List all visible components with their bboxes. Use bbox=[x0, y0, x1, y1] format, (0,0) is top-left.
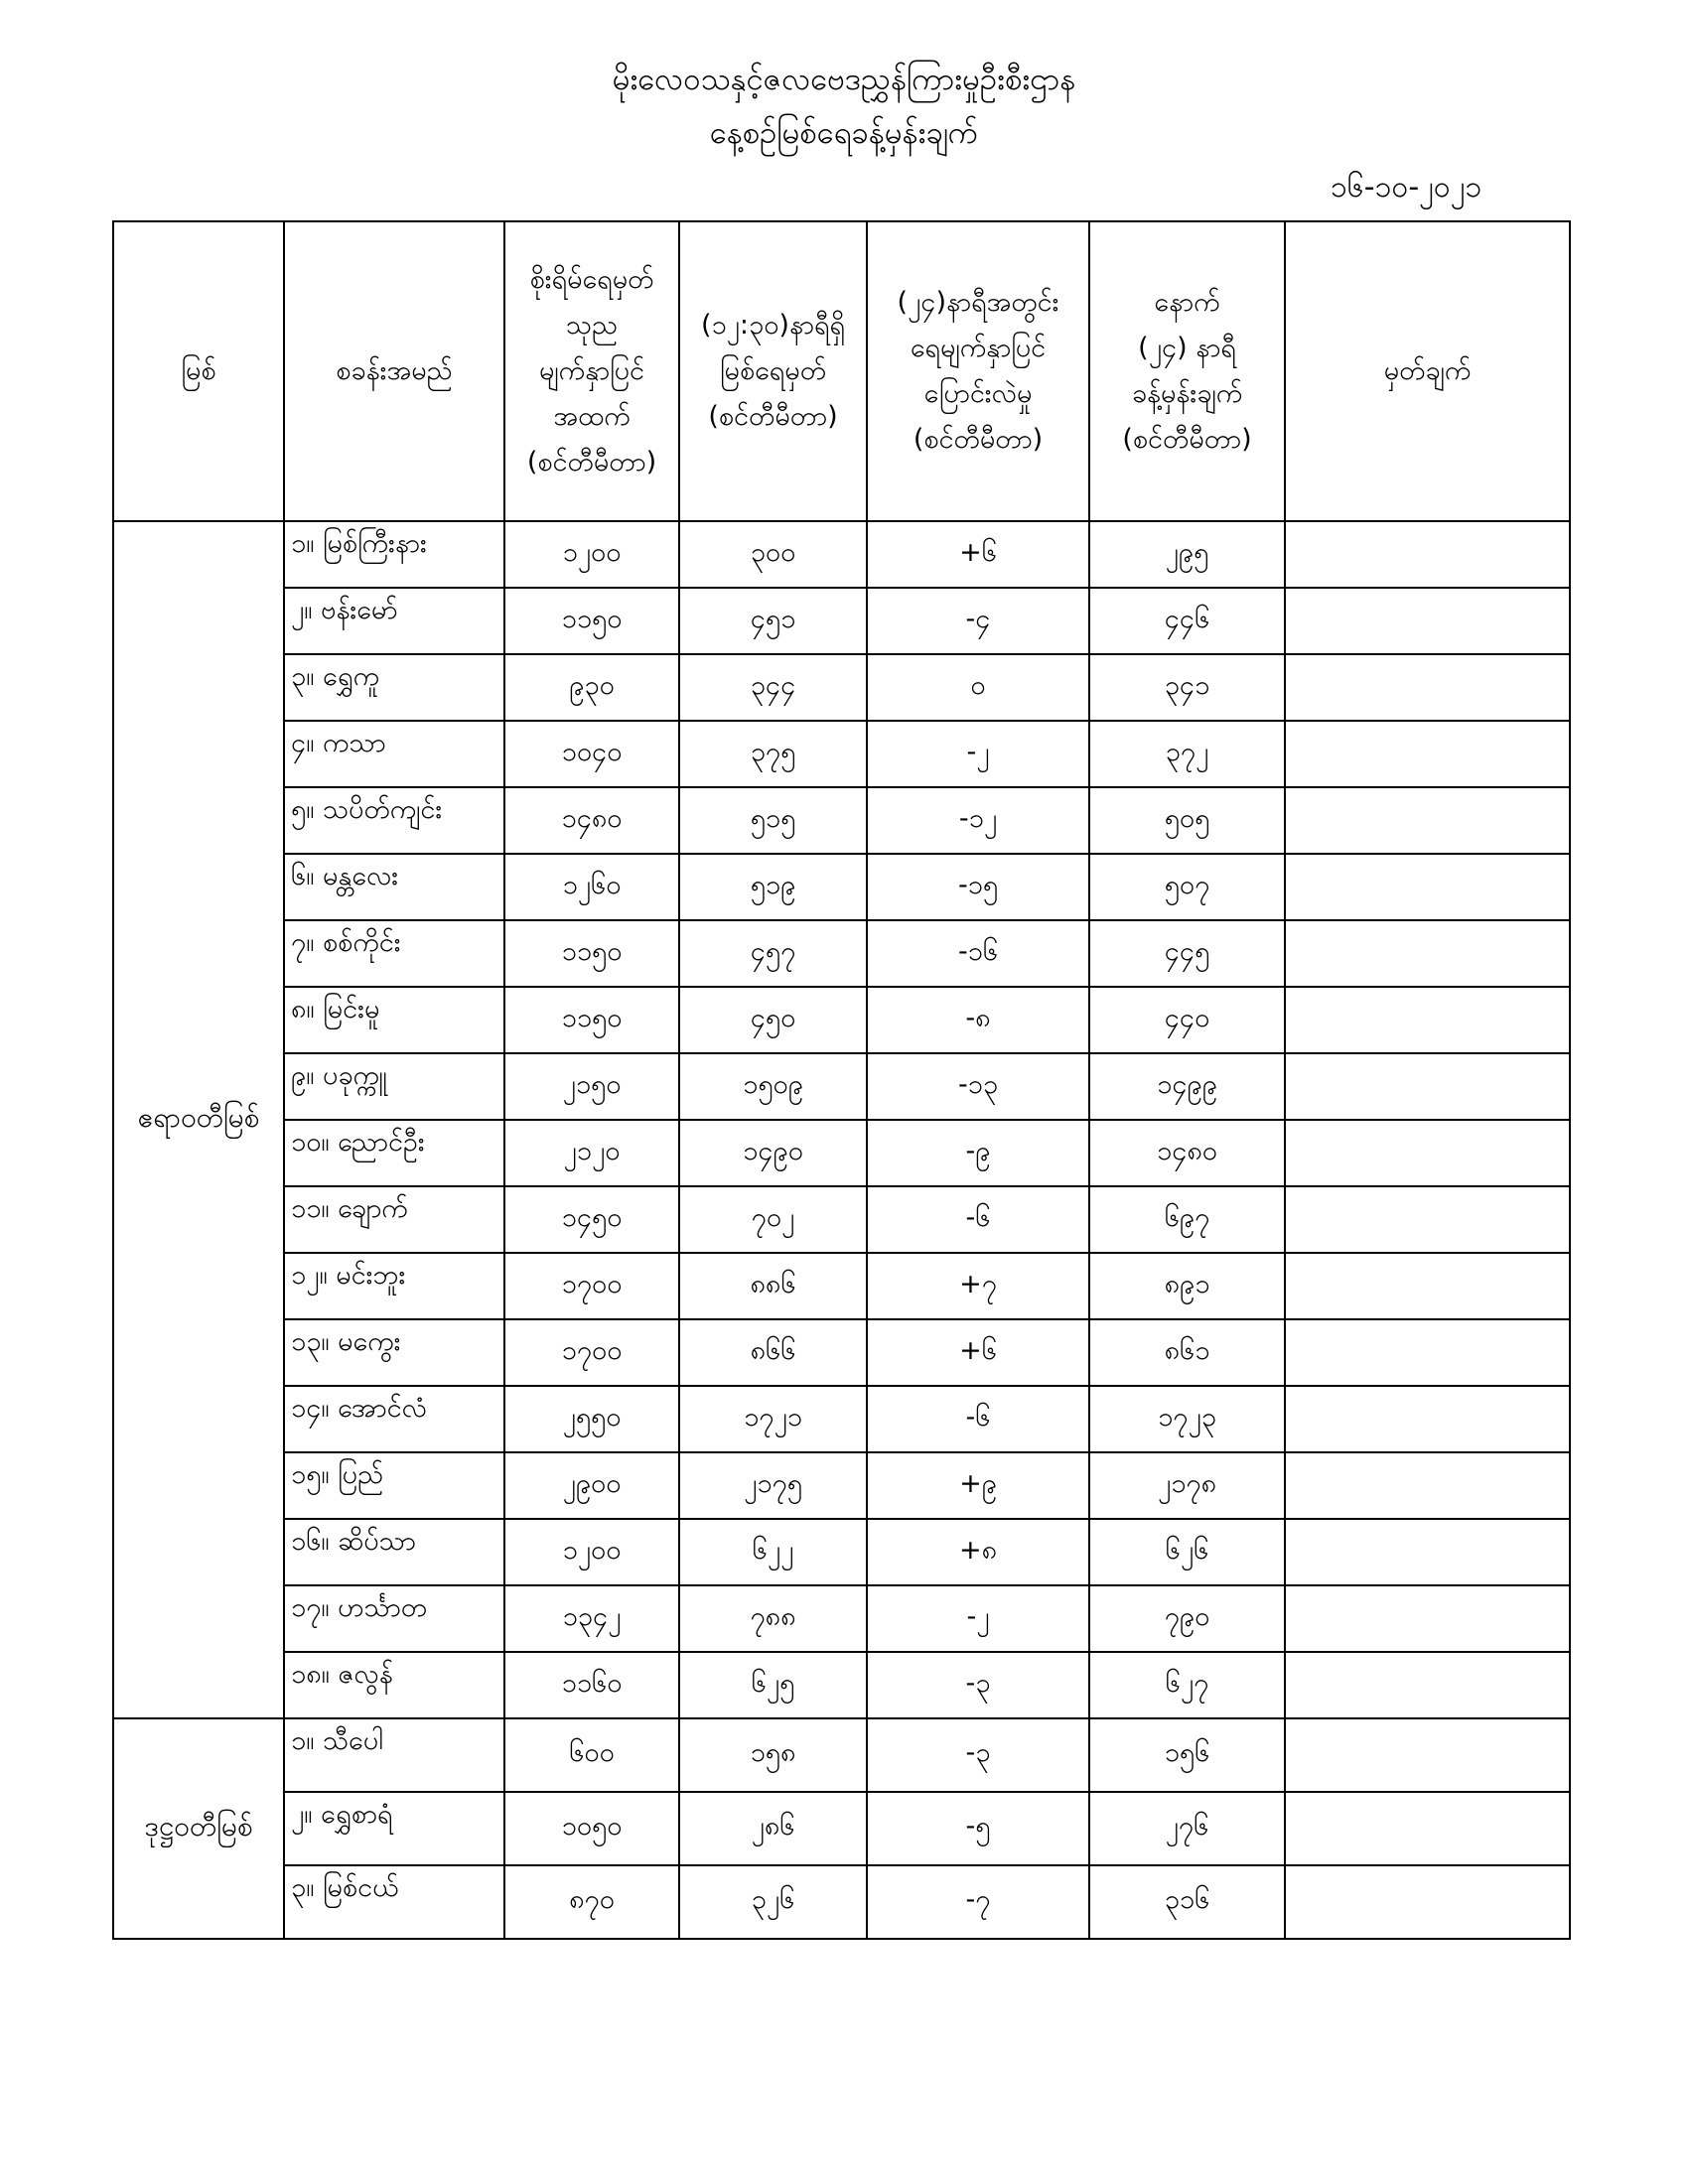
danger-level-cell: ၁၁၅၀ bbox=[504, 987, 679, 1053]
station-name-cell: ၁၅။ ပြည် bbox=[284, 1452, 504, 1519]
danger-level-cell: ၁၀၄၀ bbox=[504, 721, 679, 787]
danger-level-cell: ၁၇၀၀ bbox=[504, 1253, 679, 1319]
forecast-level-cell: ၁၇၂၃ bbox=[1089, 1386, 1285, 1452]
station-name-cell: ၉။ ပခုက္ကူ bbox=[284, 1053, 504, 1120]
remark-cell bbox=[1285, 588, 1570, 654]
remark-cell bbox=[1285, 1452, 1570, 1519]
column-header-remarks: မှတ်ချက် bbox=[1285, 221, 1570, 521]
station-name-cell: ၃။ ရွှေကူ bbox=[284, 654, 504, 721]
current-level-cell: ၅၁၅ bbox=[679, 787, 867, 854]
forecast-level-cell: ၃၁၆ bbox=[1089, 1865, 1285, 1939]
forecast-level-cell: ၁၄၈၀ bbox=[1089, 1120, 1285, 1186]
station-name-cell: ၁၂။ မင်းဘူး bbox=[284, 1253, 504, 1319]
forecast-level-cell: ၁၄၉၉ bbox=[1089, 1053, 1285, 1120]
station-name-cell: ၁၇။ ဟင်္သာတ bbox=[284, 1585, 504, 1652]
remark-cell bbox=[1285, 1652, 1570, 1718]
column-header-river: မြစ် bbox=[113, 221, 284, 521]
danger-level-cell: ၁၁၅၀ bbox=[504, 588, 679, 654]
current-level-cell: ၃၇၅ bbox=[679, 721, 867, 787]
station-name-cell: ၁၁။ ချောက် bbox=[284, 1186, 504, 1253]
level-change-cell: +၆ bbox=[867, 521, 1089, 588]
level-change-cell: -၂ bbox=[867, 1585, 1089, 1652]
station-name-cell: ၁၈။ ဇလွန် bbox=[284, 1652, 504, 1718]
table-row bbox=[113, 588, 1570, 654]
level-change-cell: ၀ bbox=[867, 654, 1089, 721]
current-level-cell: ၆၂၂ bbox=[679, 1519, 867, 1585]
danger-level-cell: ၆၀၀ bbox=[504, 1718, 679, 1792]
page-title: မိုးလေဝသနှင့်ဇလဗေဒညွှန်ကြားမှုဦးစီးဌာန bbox=[612, 62, 1076, 97]
forecast-level-cell: ၆၉၇ bbox=[1089, 1186, 1285, 1253]
table-row bbox=[113, 1865, 1570, 1939]
table-body bbox=[113, 521, 1570, 1939]
danger-level-cell: ၂၉၀၀ bbox=[504, 1452, 679, 1519]
danger-level-cell: ၉၃၀ bbox=[504, 654, 679, 721]
danger-level-cell: ၁၁၆၀ bbox=[504, 1652, 679, 1718]
station-name-cell: ၆။ မန္တလေး bbox=[284, 854, 504, 920]
table-row bbox=[113, 1186, 1570, 1253]
current-level-cell: ၁၄၉၀ bbox=[679, 1120, 867, 1186]
level-change-cell: +၇ bbox=[867, 1253, 1089, 1319]
remark-cell bbox=[1285, 920, 1570, 987]
remark-cell bbox=[1285, 654, 1570, 721]
column-header-24h-change: (၂၄)နာရီအတွင်း ရေမျက်နှာပြင် ပြောင်းလဲမှု (စင်တီမီတာ) bbox=[867, 221, 1089, 521]
current-level-cell: ၅၁၉ bbox=[679, 854, 867, 920]
level-change-cell: -၁၃ bbox=[867, 1053, 1089, 1120]
station-name-cell: ၇။ စစ်ကိုင်း bbox=[284, 920, 504, 987]
remark-cell bbox=[1285, 787, 1570, 854]
danger-level-cell: ၂၅၅၀ bbox=[504, 1386, 679, 1452]
danger-level-cell: ၁၀၅၀ bbox=[504, 1792, 679, 1865]
current-level-cell: ၇၈၈ bbox=[679, 1585, 867, 1652]
remark-cell bbox=[1285, 721, 1570, 787]
table-row bbox=[113, 654, 1570, 721]
station-name-cell: ၁။ မြစ်ကြီးနား bbox=[284, 521, 504, 588]
forecast-level-cell: ၂၉၅ bbox=[1089, 521, 1285, 588]
station-name-cell: ၄။ ကသာ bbox=[284, 721, 504, 787]
table-header-row bbox=[113, 221, 1570, 521]
table-row bbox=[113, 1120, 1570, 1186]
level-change-cell: -၁၆ bbox=[867, 920, 1089, 987]
column-header-station: စခန်းအမည် bbox=[284, 221, 504, 521]
current-level-cell: ၃၄၄ bbox=[679, 654, 867, 721]
level-change-cell: +၆ bbox=[867, 1319, 1089, 1386]
remark-cell bbox=[1285, 854, 1570, 920]
forecast-level-cell: ၄၄၀ bbox=[1089, 987, 1285, 1053]
current-level-cell: ၃၀၀ bbox=[679, 521, 867, 588]
table-row bbox=[113, 920, 1570, 987]
forecast-level-cell: ၇၉၀ bbox=[1089, 1585, 1285, 1652]
river-name-cell: ဒုဋ္ဌဝတီမြစ် bbox=[113, 1718, 284, 1939]
station-name-cell: ၈။ မြင်းမူ bbox=[284, 987, 504, 1053]
remark-cell bbox=[1285, 1585, 1570, 1652]
table-row bbox=[113, 1053, 1570, 1120]
forecast-level-cell: ၃၇၂ bbox=[1089, 721, 1285, 787]
remark-cell bbox=[1285, 1519, 1570, 1585]
current-level-cell: ၁၇၂၁ bbox=[679, 1386, 867, 1452]
remark-cell bbox=[1285, 1792, 1570, 1865]
danger-level-cell: ၁၇၀၀ bbox=[504, 1319, 679, 1386]
table-row bbox=[113, 1319, 1570, 1386]
current-level-cell: ၈၆၆ bbox=[679, 1319, 867, 1386]
station-name-cell: ၂။ ဗန်းမော် bbox=[284, 588, 504, 654]
forecast-level-cell: ၈၉၁ bbox=[1089, 1253, 1285, 1319]
station-name-cell: ၃။ မြစ်ငယ် bbox=[284, 1865, 504, 1939]
danger-level-cell: ၁၄၅၀ bbox=[504, 1186, 679, 1253]
forecast-level-cell: ၆၂၇ bbox=[1089, 1652, 1285, 1718]
level-change-cell: +၈ bbox=[867, 1519, 1089, 1585]
danger-level-cell: ၁၂၆၀ bbox=[504, 854, 679, 920]
table-row bbox=[113, 1452, 1570, 1519]
current-level-cell: ၈၈၆ bbox=[679, 1253, 867, 1319]
forecast-level-cell: ၅၀၇ bbox=[1089, 854, 1285, 920]
level-change-cell: -၉ bbox=[867, 1120, 1089, 1186]
column-header-danger-level: စိုးရိမ်ရေမှတ် သုည မျက်နှာပြင် အထက် (စင်တီမီတာ) bbox=[504, 221, 679, 521]
current-level-cell: ၄၅၇ bbox=[679, 920, 867, 987]
current-level-cell: ၂၈၆ bbox=[679, 1792, 867, 1865]
danger-level-cell: ၁၁၅၀ bbox=[504, 920, 679, 987]
level-change-cell: +၉ bbox=[867, 1452, 1089, 1519]
current-level-cell: ၁၅၈ bbox=[679, 1718, 867, 1792]
forecast-level-cell: ၂၇၆ bbox=[1089, 1792, 1285, 1865]
level-change-cell: -၃ bbox=[867, 1652, 1089, 1718]
report-date: ၁၆-၁၀-၂၀၂၁ bbox=[1331, 170, 1482, 205]
table-row bbox=[113, 1585, 1570, 1652]
danger-level-cell: ၁၂၀၀ bbox=[504, 1519, 679, 1585]
forecast-level-cell: ၈၆၁ bbox=[1089, 1319, 1285, 1386]
table-row bbox=[113, 987, 1570, 1053]
station-name-cell: ၂။ ရွှေစာရံ bbox=[284, 1792, 504, 1865]
remark-cell bbox=[1285, 1120, 1570, 1186]
current-level-cell: ၄၅၁ bbox=[679, 588, 867, 654]
table-row bbox=[113, 521, 1570, 588]
level-change-cell: -၃ bbox=[867, 1718, 1089, 1792]
current-level-cell: ၂၁၇၅ bbox=[679, 1452, 867, 1519]
remark-cell bbox=[1285, 1386, 1570, 1452]
table-row bbox=[113, 721, 1570, 787]
level-change-cell: -၄ bbox=[867, 588, 1089, 654]
column-header-forecast: နောက် (၂၄) နာရီ ခန့်မှန်းချက် (စင်တီမီတာ) bbox=[1089, 221, 1285, 521]
page-subtitle: နေ့စဉ်မြစ်ရေခန့်မှန်းချက် bbox=[709, 115, 979, 151]
danger-level-cell: ၈၇၀ bbox=[504, 1865, 679, 1939]
table-row bbox=[113, 1519, 1570, 1585]
danger-level-cell: ၁၂၀၀ bbox=[504, 521, 679, 588]
level-change-cell: -၁၂ bbox=[867, 787, 1089, 854]
river-name-cell: ဧရာဝတီမြစ် bbox=[113, 521, 284, 1718]
remark-cell bbox=[1285, 987, 1570, 1053]
station-name-cell: ၁၀။ ညောင်ဦး bbox=[284, 1120, 504, 1186]
forecast-level-cell: ၆၂၆ bbox=[1089, 1519, 1285, 1585]
level-change-cell: -၆ bbox=[867, 1186, 1089, 1253]
danger-level-cell: ၂၁၂၀ bbox=[504, 1120, 679, 1186]
level-change-cell: -၂ bbox=[867, 721, 1089, 787]
current-level-cell: ၃၂၆ bbox=[679, 1865, 867, 1939]
current-level-cell: ၆၂၅ bbox=[679, 1652, 867, 1718]
station-name-cell: ၁၄။ အောင်လံ bbox=[284, 1386, 504, 1452]
station-name-cell: ၁၃။ မကွေး bbox=[284, 1319, 504, 1386]
remark-cell bbox=[1285, 1253, 1570, 1319]
level-change-cell: -၇ bbox=[867, 1865, 1089, 1939]
current-level-cell: ၁၅၀၉ bbox=[679, 1053, 867, 1120]
level-change-cell: -၈ bbox=[867, 987, 1089, 1053]
remark-cell bbox=[1285, 1319, 1570, 1386]
forecast-level-cell: ၅၀၅ bbox=[1089, 787, 1285, 854]
remark-cell bbox=[1285, 1718, 1570, 1792]
remark-cell bbox=[1285, 1186, 1570, 1253]
danger-level-cell: ၁၄၈၀ bbox=[504, 787, 679, 854]
table-row bbox=[113, 854, 1570, 920]
level-change-cell: -၆ bbox=[867, 1386, 1089, 1452]
remark-cell bbox=[1285, 1053, 1570, 1120]
level-change-cell: -၁၅ bbox=[867, 854, 1089, 920]
level-change-cell: -၅ bbox=[867, 1792, 1089, 1865]
table-row bbox=[113, 1652, 1570, 1718]
danger-level-cell: ၁၃၄၂ bbox=[504, 1585, 679, 1652]
station-name-cell: ၁။ သီပေါ bbox=[284, 1718, 504, 1792]
forecast-level-cell: ၂၁၇၈ bbox=[1089, 1452, 1285, 1519]
station-name-cell: ၁၆။ ဆိပ်သာ bbox=[284, 1519, 504, 1585]
forecast-level-cell: ၁၅၆ bbox=[1089, 1718, 1285, 1792]
current-level-cell: ၇၀၂ bbox=[679, 1186, 867, 1253]
table-row bbox=[113, 1718, 1570, 1792]
forecast-level-cell: ၃၄၁ bbox=[1089, 654, 1285, 721]
current-level-cell: ၄၅၀ bbox=[679, 987, 867, 1053]
table-row bbox=[113, 787, 1570, 854]
station-name-cell: ၅။ သပိတ်ကျင်း bbox=[284, 787, 504, 854]
table-row bbox=[113, 1386, 1570, 1452]
remark-cell bbox=[1285, 1865, 1570, 1939]
remark-cell bbox=[1285, 521, 1570, 588]
table-row bbox=[113, 1792, 1570, 1865]
forecast-level-cell: ၄၄၆ bbox=[1089, 588, 1285, 654]
table-row bbox=[113, 1253, 1570, 1319]
danger-level-cell: ၂၁၅၀ bbox=[504, 1053, 679, 1120]
forecast-level-cell: ၄၄၅ bbox=[1089, 920, 1285, 987]
river-forecast-table bbox=[112, 220, 1571, 1940]
column-header-current-level: (၁၂:၃၀)နာရီရှိ မြစ်ရေမှတ် (စင်တီမီတာ) bbox=[679, 221, 867, 521]
